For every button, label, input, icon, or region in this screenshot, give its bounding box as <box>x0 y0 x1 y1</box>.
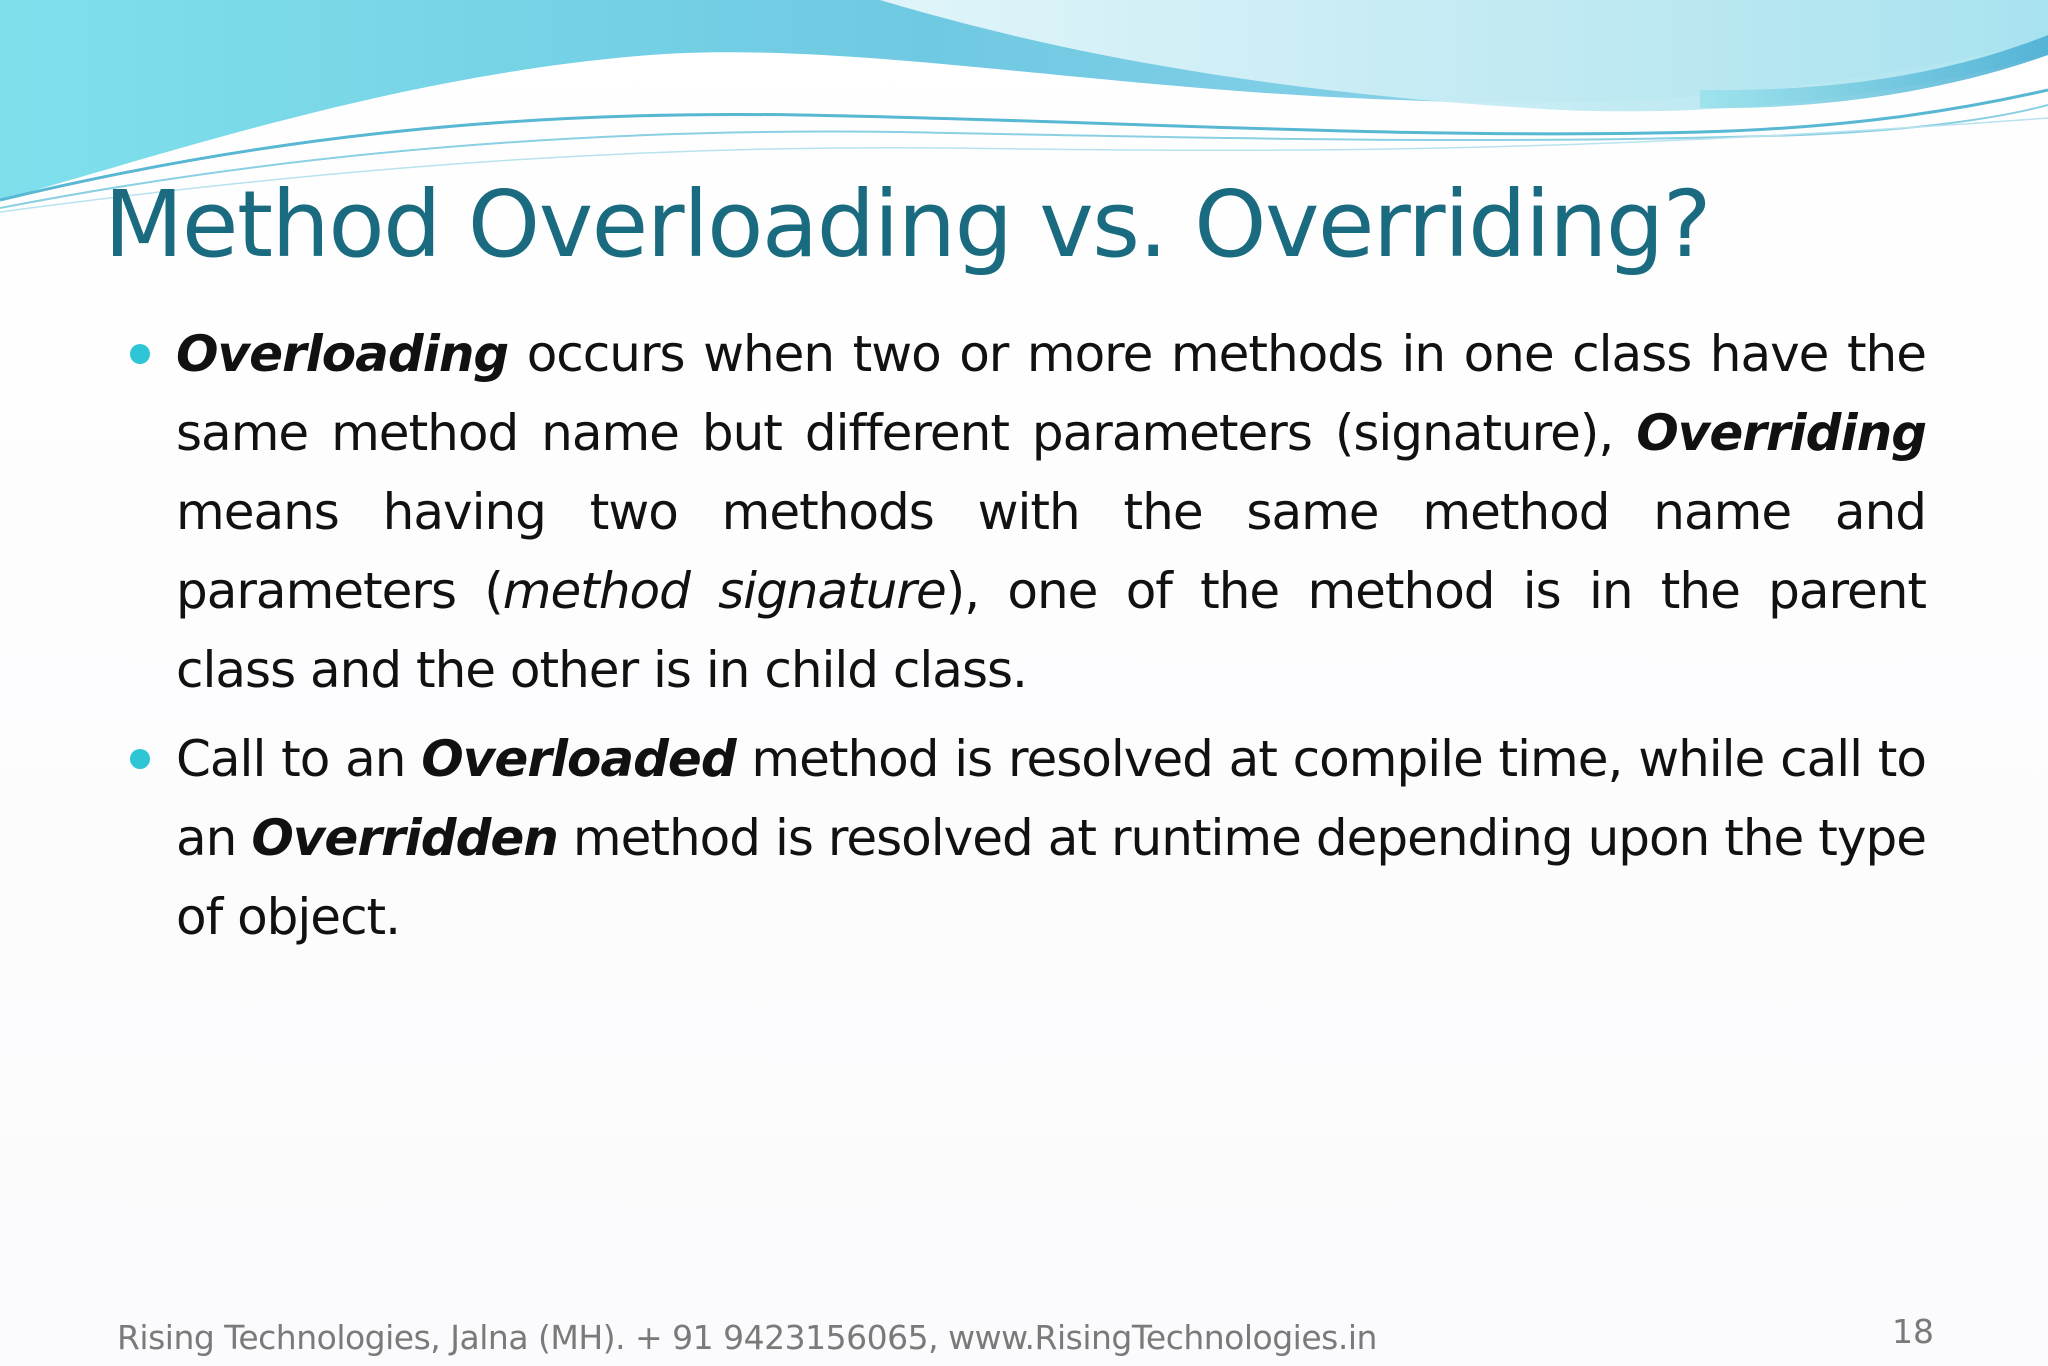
term-overloading: Overloading <box>176 325 509 383</box>
bullet-text: means having two methods with the same method name and parameters ( <box>176 483 1926 620</box>
bullet-dot-icon <box>130 344 150 364</box>
bullet-dot-icon <box>130 749 150 769</box>
bullet-list <box>176 315 1926 967</box>
term-method-signature: method signature <box>502 562 946 620</box>
bullet-item-resolution-time <box>176 720 1926 957</box>
bullet-text: method is resolved at compile time, while call to an <box>176 730 1926 867</box>
slide-title: Method Overloading vs. Overriding? <box>104 171 1711 278</box>
term-overridden: Overridden <box>251 809 558 867</box>
term-overriding: Overriding <box>1636 404 1926 462</box>
term-overloaded: Overloaded <box>421 730 736 788</box>
slide-footer: Rising Technologies, Jalna (MH). + 91 9423156065, www.RisingTechnologies.in <box>117 1318 1377 1357</box>
bullet-text: method is resolved at runtime depending upon the type of object. <box>176 809 1926 946</box>
bullet-text: Call to an <box>176 730 422 788</box>
bullet-text: ), one of the method is in the parent class and the other is in child class. <box>176 562 1927 699</box>
bullet-text: occurs when two or more methods in one class have the same method name but different parameters (signature), <box>176 325 1926 462</box>
bullet-item-overloading-definition <box>176 315 1926 710</box>
page-number: 18 <box>1892 1312 1934 1351</box>
